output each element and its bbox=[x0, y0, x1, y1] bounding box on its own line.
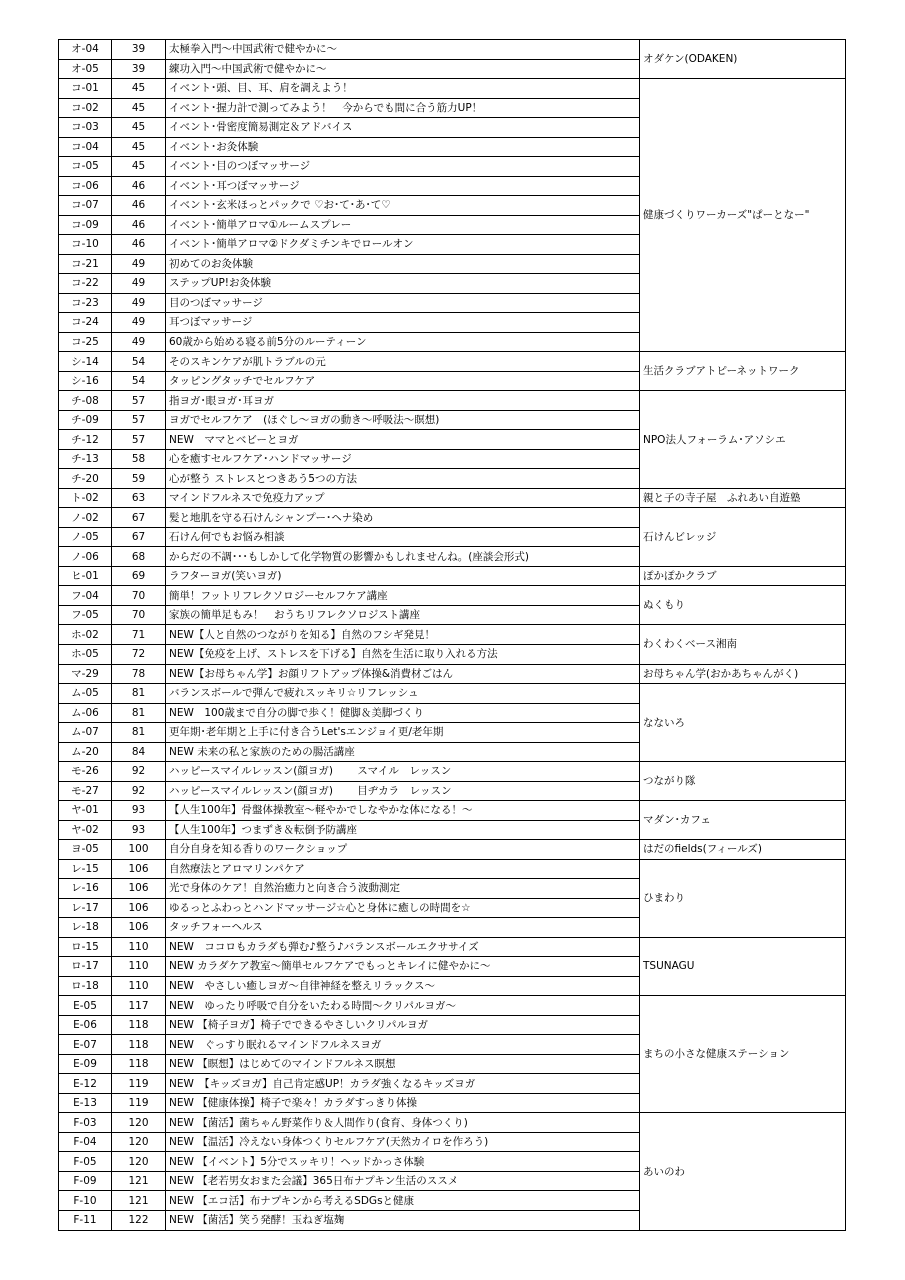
table-row bbox=[59, 488, 846, 508]
course-title: 【人生100年】骨盤体操教室～軽やかでしなやかな体になる！～ bbox=[166, 801, 640, 821]
course-code: ロ-15 bbox=[59, 937, 112, 957]
course-title: NEW ぐっすり眠れるマインドフルネスヨガ bbox=[166, 1035, 640, 1055]
course-code: コ-25 bbox=[59, 332, 112, 352]
page-number: 93 bbox=[112, 820, 166, 840]
course-title: 初めてのお灸体験 bbox=[166, 254, 640, 274]
organization-name: わくわくベース湘南 bbox=[640, 625, 846, 664]
table-row bbox=[59, 352, 846, 372]
course-code: レ-18 bbox=[59, 918, 112, 938]
course-code: コ-22 bbox=[59, 274, 112, 294]
page-number: 92 bbox=[112, 762, 166, 782]
page-number: 45 bbox=[112, 137, 166, 157]
course-title: ハッピースマイルレッスン(顔ヨガ) 目ヂカラ レッスン bbox=[166, 781, 640, 801]
course-title: NEW 【椅子ヨガ】椅子でできるやさしいクリパルヨガ bbox=[166, 1015, 640, 1035]
course-title: ステップUP!お灸体験 bbox=[166, 274, 640, 294]
page-number: 54 bbox=[112, 352, 166, 372]
course-code: ム-20 bbox=[59, 742, 112, 762]
course-code: E-06 bbox=[59, 1015, 112, 1035]
table-row bbox=[59, 508, 846, 528]
organization-name: ひまわり bbox=[640, 859, 846, 937]
page-number: 49 bbox=[112, 274, 166, 294]
course-title: ゆるっとふわっとハンドマッサージ☆心と身体に癒しの時間を☆ bbox=[166, 898, 640, 918]
course-title: NEW【お母ちゃん学】お顔リフトアップ体操&消費材ごはん bbox=[166, 664, 640, 684]
page-number: 57 bbox=[112, 391, 166, 411]
page-number: 106 bbox=[112, 879, 166, 899]
page-number: 81 bbox=[112, 723, 166, 743]
table-row bbox=[59, 664, 846, 684]
course-code: フ-05 bbox=[59, 605, 112, 625]
organization-name: 親と子の寺子屋 ふれあい自遊塾 bbox=[640, 488, 846, 508]
table-row bbox=[59, 625, 846, 645]
course-title: 髪と地肌を守る石けんシャンプー･ヘナ染め bbox=[166, 508, 640, 528]
page-number: 92 bbox=[112, 781, 166, 801]
course-code: チ-12 bbox=[59, 430, 112, 450]
table-row bbox=[59, 801, 846, 821]
course-code: モ-27 bbox=[59, 781, 112, 801]
course-code: チ-20 bbox=[59, 469, 112, 489]
course-code: ト-02 bbox=[59, 488, 112, 508]
course-title: イベント･玄米ほっとパックで ♡お･て･あ･て♡ bbox=[166, 196, 640, 216]
course-title: NEW 【老若男女おまた会議】365日布ナプキン生活のススメ bbox=[166, 1171, 640, 1191]
course-code: レ-17 bbox=[59, 898, 112, 918]
course-title: NEW 【キッズヨガ】自己肯定感UP！カラダ強くなるキッズヨガ bbox=[166, 1074, 640, 1094]
course-title: イベント･簡単アロマ①ルームスプレー bbox=[166, 215, 640, 235]
program-list-body bbox=[59, 40, 846, 1231]
course-title: イベント･お灸体験 bbox=[166, 137, 640, 157]
course-code: コ-02 bbox=[59, 98, 112, 118]
course-code: E-12 bbox=[59, 1074, 112, 1094]
course-code: ノ-02 bbox=[59, 508, 112, 528]
course-code: コ-06 bbox=[59, 176, 112, 196]
course-code: ロ-18 bbox=[59, 976, 112, 996]
course-code: ノ-06 bbox=[59, 547, 112, 567]
page-number: 81 bbox=[112, 703, 166, 723]
page-number: 39 bbox=[112, 59, 166, 79]
page-number: 45 bbox=[112, 79, 166, 99]
page-number: 118 bbox=[112, 1054, 166, 1074]
course-title: そのスキンケアが肌トラブルの元 bbox=[166, 352, 640, 372]
course-code: チ-09 bbox=[59, 410, 112, 430]
course-code: コ-23 bbox=[59, 293, 112, 313]
page-number: 67 bbox=[112, 527, 166, 547]
organization-name: ぬくもり bbox=[640, 586, 846, 625]
course-code: F-11 bbox=[59, 1210, 112, 1230]
course-title: NEW 【エコ活】布ナプキンから考えるSDGsと健康 bbox=[166, 1191, 640, 1211]
course-title: イベント･握力計で測ってみよう！ 今からでも間に合う筋力UP！ bbox=[166, 98, 640, 118]
course-code: シ-16 bbox=[59, 371, 112, 391]
course-title: 指ヨガ･眼ヨガ･耳ヨガ bbox=[166, 391, 640, 411]
page-number: 106 bbox=[112, 898, 166, 918]
page-number: 110 bbox=[112, 976, 166, 996]
course-title: NEW 【瞑想】はじめてのマインドフルネス瞑想 bbox=[166, 1054, 640, 1074]
course-title: NEW 【菌活】菌ちゃん野菜作り＆人間作り(食育、身体つくり) bbox=[166, 1113, 640, 1133]
table-row bbox=[59, 586, 846, 606]
course-code: レ-16 bbox=[59, 879, 112, 899]
course-code: E-05 bbox=[59, 996, 112, 1016]
course-title: NEW 未来の私と家族のための腸活講座 bbox=[166, 742, 640, 762]
course-title: 光で身体のケア！自然治癒力と向き合う波動測定 bbox=[166, 879, 640, 899]
page-number: 57 bbox=[112, 430, 166, 450]
course-code: コ-10 bbox=[59, 235, 112, 255]
course-title: NEW ココロもカラダも弾む♪整う♪バランスボールエクササイズ bbox=[166, 937, 640, 957]
course-title: 家族の簡単足もみ！ おうちリフレクソロジスト講座 bbox=[166, 605, 640, 625]
course-code: シ-14 bbox=[59, 352, 112, 372]
course-title: ヨガでセルフケア (ほぐし～ヨガの動き～呼吸法～瞑想) bbox=[166, 410, 640, 430]
page-number: 46 bbox=[112, 176, 166, 196]
table-row bbox=[59, 859, 846, 879]
page-number: 106 bbox=[112, 918, 166, 938]
course-code: チ-08 bbox=[59, 391, 112, 411]
page-number: 63 bbox=[112, 488, 166, 508]
page-number: 119 bbox=[112, 1074, 166, 1094]
page-number: 122 bbox=[112, 1210, 166, 1230]
page-number: 49 bbox=[112, 293, 166, 313]
table-row bbox=[59, 40, 846, 60]
course-title: NEW ゆったり呼吸で自分をいたわる時間～クリパルヨガ～ bbox=[166, 996, 640, 1016]
course-code: マ-29 bbox=[59, 664, 112, 684]
course-code: オ-04 bbox=[59, 40, 112, 60]
course-code: コ-04 bbox=[59, 137, 112, 157]
page-number: 49 bbox=[112, 254, 166, 274]
course-title: ハッピースマイルレッスン(顔ヨガ) スマイル レッスン bbox=[166, 762, 640, 782]
course-code: ム-07 bbox=[59, 723, 112, 743]
page-number: 118 bbox=[112, 1015, 166, 1035]
page-number: 46 bbox=[112, 196, 166, 216]
course-title: NEW やさしい癒しヨガ～自律神経を整えリラックス～ bbox=[166, 976, 640, 996]
page-number: 100 bbox=[112, 840, 166, 860]
page-number: 110 bbox=[112, 957, 166, 977]
table-row bbox=[59, 937, 846, 957]
page-number: 120 bbox=[112, 1152, 166, 1172]
table-row bbox=[59, 391, 846, 411]
organization-name: お母ちゃん学(おかあちゃんがく) bbox=[640, 664, 846, 684]
course-code: フ-04 bbox=[59, 586, 112, 606]
page-number: 93 bbox=[112, 801, 166, 821]
page-number: 120 bbox=[112, 1132, 166, 1152]
course-title: NEW ママとベビーとヨガ bbox=[166, 430, 640, 450]
course-title: バランスボールで弾んで疲れスッキリ☆リフレッシュ bbox=[166, 684, 640, 704]
page-number: 46 bbox=[112, 235, 166, 255]
organization-name: 生活クラブアトピーネットワーク bbox=[640, 352, 846, 391]
course-title: 太極拳入門～中国武術で健やかに～ bbox=[166, 40, 640, 60]
page-number: 121 bbox=[112, 1171, 166, 1191]
table-row bbox=[59, 840, 846, 860]
page-number: 70 bbox=[112, 586, 166, 606]
course-code: ム-06 bbox=[59, 703, 112, 723]
page-number: 106 bbox=[112, 859, 166, 879]
course-title: イベント･頭、目、耳、肩を調えよう！ bbox=[166, 79, 640, 99]
organization-name: マダン･カフェ bbox=[640, 801, 846, 840]
course-title: NEW【人と自然のつながりを知る】自然のフシギ発見！ bbox=[166, 625, 640, 645]
course-title: 石けん何でもお悩み相談 bbox=[166, 527, 640, 547]
table-row bbox=[59, 762, 846, 782]
course-title: イベント･骨密度簡易測定＆アドバイス bbox=[166, 118, 640, 138]
program-list-table bbox=[58, 39, 846, 1231]
table-row bbox=[59, 566, 846, 586]
page-number: 57 bbox=[112, 410, 166, 430]
course-code: コ-07 bbox=[59, 196, 112, 216]
course-title: 心が整う ストレスとつきあう5つの方法 bbox=[166, 469, 640, 489]
course-title: 【人生100年】つまずき＆転倒予防講座 bbox=[166, 820, 640, 840]
course-title: NEW 【菌活】笑う発酵！玉ねぎ塩麹 bbox=[166, 1210, 640, 1230]
table-row bbox=[59, 1113, 846, 1133]
table-row bbox=[59, 684, 846, 704]
page-number: 120 bbox=[112, 1113, 166, 1133]
course-title: 簡単！フットリフレクソロジーセルフケア講座 bbox=[166, 586, 640, 606]
page-number: 45 bbox=[112, 157, 166, 177]
course-code: E-07 bbox=[59, 1035, 112, 1055]
course-code: F-10 bbox=[59, 1191, 112, 1211]
course-title: NEW 【イベント】5分でスッキリ！ヘッドかっさ体験 bbox=[166, 1152, 640, 1172]
page-number: 54 bbox=[112, 371, 166, 391]
organization-name: 石けんビレッジ bbox=[640, 508, 846, 567]
course-title: 耳つぼマッサージ bbox=[166, 313, 640, 333]
page-number: 69 bbox=[112, 566, 166, 586]
organization-name: NPO法人フォーラム･アソシエ bbox=[640, 391, 846, 489]
page-number: 71 bbox=[112, 625, 166, 645]
page-number: 67 bbox=[112, 508, 166, 528]
course-code: E-09 bbox=[59, 1054, 112, 1074]
page-number: 118 bbox=[112, 1035, 166, 1055]
table-row bbox=[59, 996, 846, 1016]
organization-name: 健康づくりワーカーズ"ぱーとなー" bbox=[640, 79, 846, 352]
page-number: 119 bbox=[112, 1093, 166, 1113]
course-code: E-13 bbox=[59, 1093, 112, 1113]
organization-name: はだのfields(フィールズ) bbox=[640, 840, 846, 860]
page-number: 39 bbox=[112, 40, 166, 60]
course-title: 更年期･老年期と上手に付き合うLet'sエンジョイ更/老年期 bbox=[166, 723, 640, 743]
course-code: コ-21 bbox=[59, 254, 112, 274]
course-title: 練功入門～中国武術で健やかに～ bbox=[166, 59, 640, 79]
course-code: レ-15 bbox=[59, 859, 112, 879]
course-code: ホ-02 bbox=[59, 625, 112, 645]
course-code: コ-01 bbox=[59, 79, 112, 99]
course-code: F-04 bbox=[59, 1132, 112, 1152]
page-number: 81 bbox=[112, 684, 166, 704]
course-code: ヤ-01 bbox=[59, 801, 112, 821]
page-number: 110 bbox=[112, 937, 166, 957]
organization-name: オダケン(ODAKEN) bbox=[640, 40, 846, 79]
course-title: イベント･簡単アロマ②ドクダミチンキでロールオン bbox=[166, 235, 640, 255]
page-number: 70 bbox=[112, 605, 166, 625]
organization-name: まちの小さな健康ステーション bbox=[640, 996, 846, 1113]
page-number: 68 bbox=[112, 547, 166, 567]
course-title: NEW カラダケア教室～簡単セルフケアでもっとキレイに健やかに～ bbox=[166, 957, 640, 977]
page-number: 78 bbox=[112, 664, 166, 684]
organization-name: なないろ bbox=[640, 684, 846, 762]
course-code: コ-24 bbox=[59, 313, 112, 333]
course-title: NEW【免疫を上げ、ストレスを下げる】自然を生活に取り入れる方法 bbox=[166, 644, 640, 664]
course-title: 目のつぼマッサージ bbox=[166, 293, 640, 313]
page-number: 46 bbox=[112, 215, 166, 235]
course-code: ム-05 bbox=[59, 684, 112, 704]
page-number: 49 bbox=[112, 313, 166, 333]
course-title: タッチフォーヘルス bbox=[166, 918, 640, 938]
course-code: F-05 bbox=[59, 1152, 112, 1172]
course-title: 自然療法とアロマリンパケア bbox=[166, 859, 640, 879]
course-title: 60歳から始める寝る前5分のルーティーン bbox=[166, 332, 640, 352]
course-code: ヨ-05 bbox=[59, 840, 112, 860]
page-number: 49 bbox=[112, 332, 166, 352]
course-code: F-03 bbox=[59, 1113, 112, 1133]
course-title: NEW 100歳まで自分の脚で歩く！健脚＆美脚づくり bbox=[166, 703, 640, 723]
organization-name: つながり隊 bbox=[640, 762, 846, 801]
course-code: ヒ-01 bbox=[59, 566, 112, 586]
course-title: NEW 【健康体操】椅子で楽々！カラダすっきり体操 bbox=[166, 1093, 640, 1113]
page-number: 84 bbox=[112, 742, 166, 762]
page-number: 117 bbox=[112, 996, 166, 1016]
course-code: コ-03 bbox=[59, 118, 112, 138]
course-code: コ-09 bbox=[59, 215, 112, 235]
course-code: コ-05 bbox=[59, 157, 112, 177]
course-title: 自分自身を知る香りのワークショップ bbox=[166, 840, 640, 860]
course-title: NEW 【温活】冷えない身体つくりセルフケア(天然カイロを作ろう) bbox=[166, 1132, 640, 1152]
page-number: 45 bbox=[112, 118, 166, 138]
course-code: F-09 bbox=[59, 1171, 112, 1191]
course-code: ノ-05 bbox=[59, 527, 112, 547]
course-code: ロ-17 bbox=[59, 957, 112, 977]
course-code: チ-13 bbox=[59, 449, 112, 469]
organization-name: あいのわ bbox=[640, 1113, 846, 1231]
course-title: ラフターヨガ(笑いヨガ) bbox=[166, 566, 640, 586]
course-title: マインドフルネスで免疫力アップ bbox=[166, 488, 640, 508]
page-number: 45 bbox=[112, 98, 166, 118]
page-number: 121 bbox=[112, 1191, 166, 1211]
organization-name: ぽかぽかクラブ bbox=[640, 566, 846, 586]
organization-name: TSUNAGU bbox=[640, 937, 846, 996]
course-code: オ-05 bbox=[59, 59, 112, 79]
course-title: イベント･目のつぼマッサージ bbox=[166, 157, 640, 177]
course-code: ヤ-02 bbox=[59, 820, 112, 840]
table-row bbox=[59, 79, 846, 99]
page-number: 72 bbox=[112, 644, 166, 664]
course-title: タッピングタッチでセルフケア bbox=[166, 371, 640, 391]
page-number: 58 bbox=[112, 449, 166, 469]
course-code: モ-26 bbox=[59, 762, 112, 782]
page-number: 59 bbox=[112, 469, 166, 489]
course-title: からだの不調･･･もしかして化学物質の影響かもしれませんね。(座談会形式) bbox=[166, 547, 640, 567]
course-code: ホ-05 bbox=[59, 644, 112, 664]
course-title: 心を癒すセルフケア･ハンドマッサージ bbox=[166, 449, 640, 469]
course-title: イベント･耳つぼマッサージ bbox=[166, 176, 640, 196]
